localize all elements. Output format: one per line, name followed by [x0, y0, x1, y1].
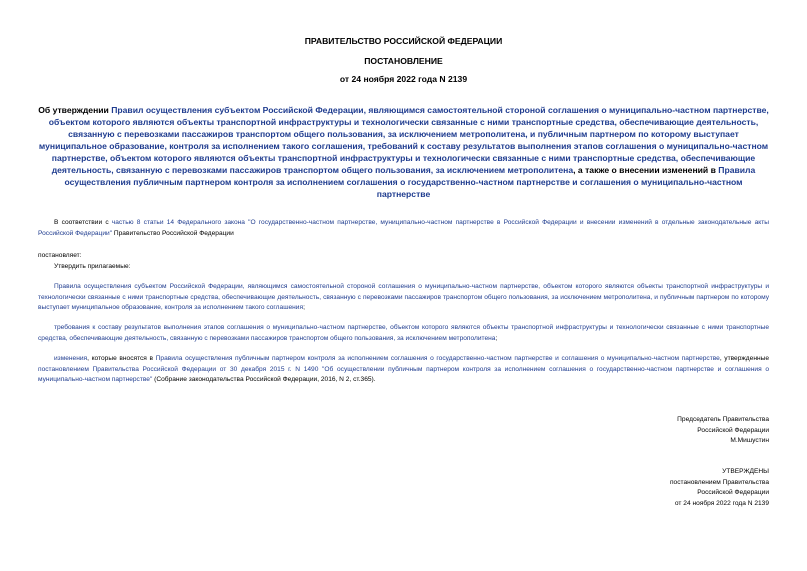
title-link-control-rules[interactable]: Правила осуществления публичным партнером контроля за исполнением соглашения о государственно-частном партнерстве и соглашения о муниципально-частном партнерстве	[64, 165, 756, 199]
item-rules-link[interactable]: Правила осуществления субъектом Российской Федерации, являющимся самостоятельной стороной соглашения о муниципально-частном партнерстве, объектом которого являются объекты транспортной инфраструктуры и технологически связанные с ними транспортные средства, обеспечивающие деятельность, связанную с перевозками пассажиров транспортом общего пользования, за исключением метрополитена, и публичным партнером по которому выступает муниципальное образование, контроля за исполнением такого соглашения	[38, 283, 769, 311]
intro-law-link[interactable]: частью 8 статьи 14 Федерального закона "О государственно-частном партнерстве, муниципально-частном партнерстве в Российской Федерации и внесении изменений в отдельные законодательные акты Российской Федерации"	[38, 219, 770, 237]
item-changes-text2: , утвержденные	[719, 355, 770, 362]
approved-line-3: Российской Федерации	[697, 489, 769, 497]
signature-line-1: Председатель Правительства	[677, 416, 769, 423]
signature-block	[677, 415, 769, 447]
signature-line-2: Российской Федерации	[697, 426, 769, 434]
approved-line-2: постановлением Правительства	[669, 478, 769, 486]
doc-type-heading: ПОСТАНОВЛЕНИЕ	[364, 56, 443, 66]
approved-block	[670, 467, 769, 509]
item-changes-text1: , которые вносятся в	[87, 355, 156, 362]
item-changes-decree-link[interactable]: постановлением Правительства Российской Федерации от 30 декабря 2015 г. N 1490 "Об осуществлении публичным партнером контроля за исполнением соглашения о государственно-частном партнерстве и соглашения о муниципально-частном партнерстве"	[38, 365, 769, 383]
item-requirements-paragraph	[38, 323, 769, 344]
title-link-rules[interactable]: Правил осуществления субъектом Российской Федерации, являющимся самостоятельной стороной соглашения о муниципально-частном партнерстве, объектом которого являются объекты транспортной инфраструктуры и технологически связанные с ними транспортные средства, обеспечивающие деятельность, связанную с перевозками пассажиров транспортом общего пользования, за исключением метрополитена, и публичным партнером по которому выступает муниципальное образование, контроля за исполнением такого соглашения, требований к составу результатов выполнения этапов соглашения о муниципально-частном партнерстве, объектом которого являются объекты транспортной инфраструктуры и технологически связанные с ними транспортные средства, обеспечивающие деятельность, связанную с перевозками пассажиров транспортом общего пользования, за исключением метрополитена	[38, 105, 769, 175]
item-changes-link[interactable]: изменения	[54, 355, 88, 362]
approved-line-4: от 24 ноября 2022 года N 2139	[674, 499, 769, 507]
item-requirements-end: ;	[495, 334, 498, 342]
approve-text: Утвердить прилагаемые:	[54, 263, 131, 270]
postanovlyaet-text: постановляет:	[38, 252, 82, 259]
government-heading: ПРАВИТЕЛЬСТВО РОССИЙСКОЙ ФЕДЕРАЦИИ	[304, 36, 503, 46]
item-changes-text3: (Собрание законодательства Российской Федерации, 2016, N 2, ст.365).	[152, 376, 376, 383]
document-title	[38, 104, 769, 200]
title-prefix: Об утверждении	[38, 105, 112, 115]
item-rules-end: ;	[303, 304, 305, 311]
item-rules-paragraph	[38, 282, 769, 314]
intro-text-end: Правительство Российской Федерации	[112, 229, 234, 237]
intro-paragraph	[38, 218, 769, 239]
item-changes-rules-link[interactable]: Правила осуществления публичным партнером контроля за исполнением соглашения о государственно-частном партнерстве и соглашения о муниципально-частном партнерстве	[155, 355, 720, 362]
signature-line-3: М.Мишустин	[730, 437, 769, 445]
title-middle: , а также о внесении изменений в	[573, 165, 719, 175]
intro-text-start: В соответствии с	[54, 219, 112, 226]
approved-line-1: УТВЕРЖДЕНЫ	[722, 468, 769, 475]
date-number: от 24 ноября 2022 года N 2139	[339, 74, 468, 84]
item-requirements-link[interactable]: требования к составу результатов выполнения этапов соглашения о муниципально-частном партнерстве, объектом которого являются объекты транспортной инфраструктуры и технологически связанные с ними транспортные средства, обеспечивающие деятельность, связанную с перевозками пассажиров транспортом общего пользования, за исключением метрополитена	[38, 324, 769, 342]
item-changes-paragraph	[38, 354, 769, 386]
